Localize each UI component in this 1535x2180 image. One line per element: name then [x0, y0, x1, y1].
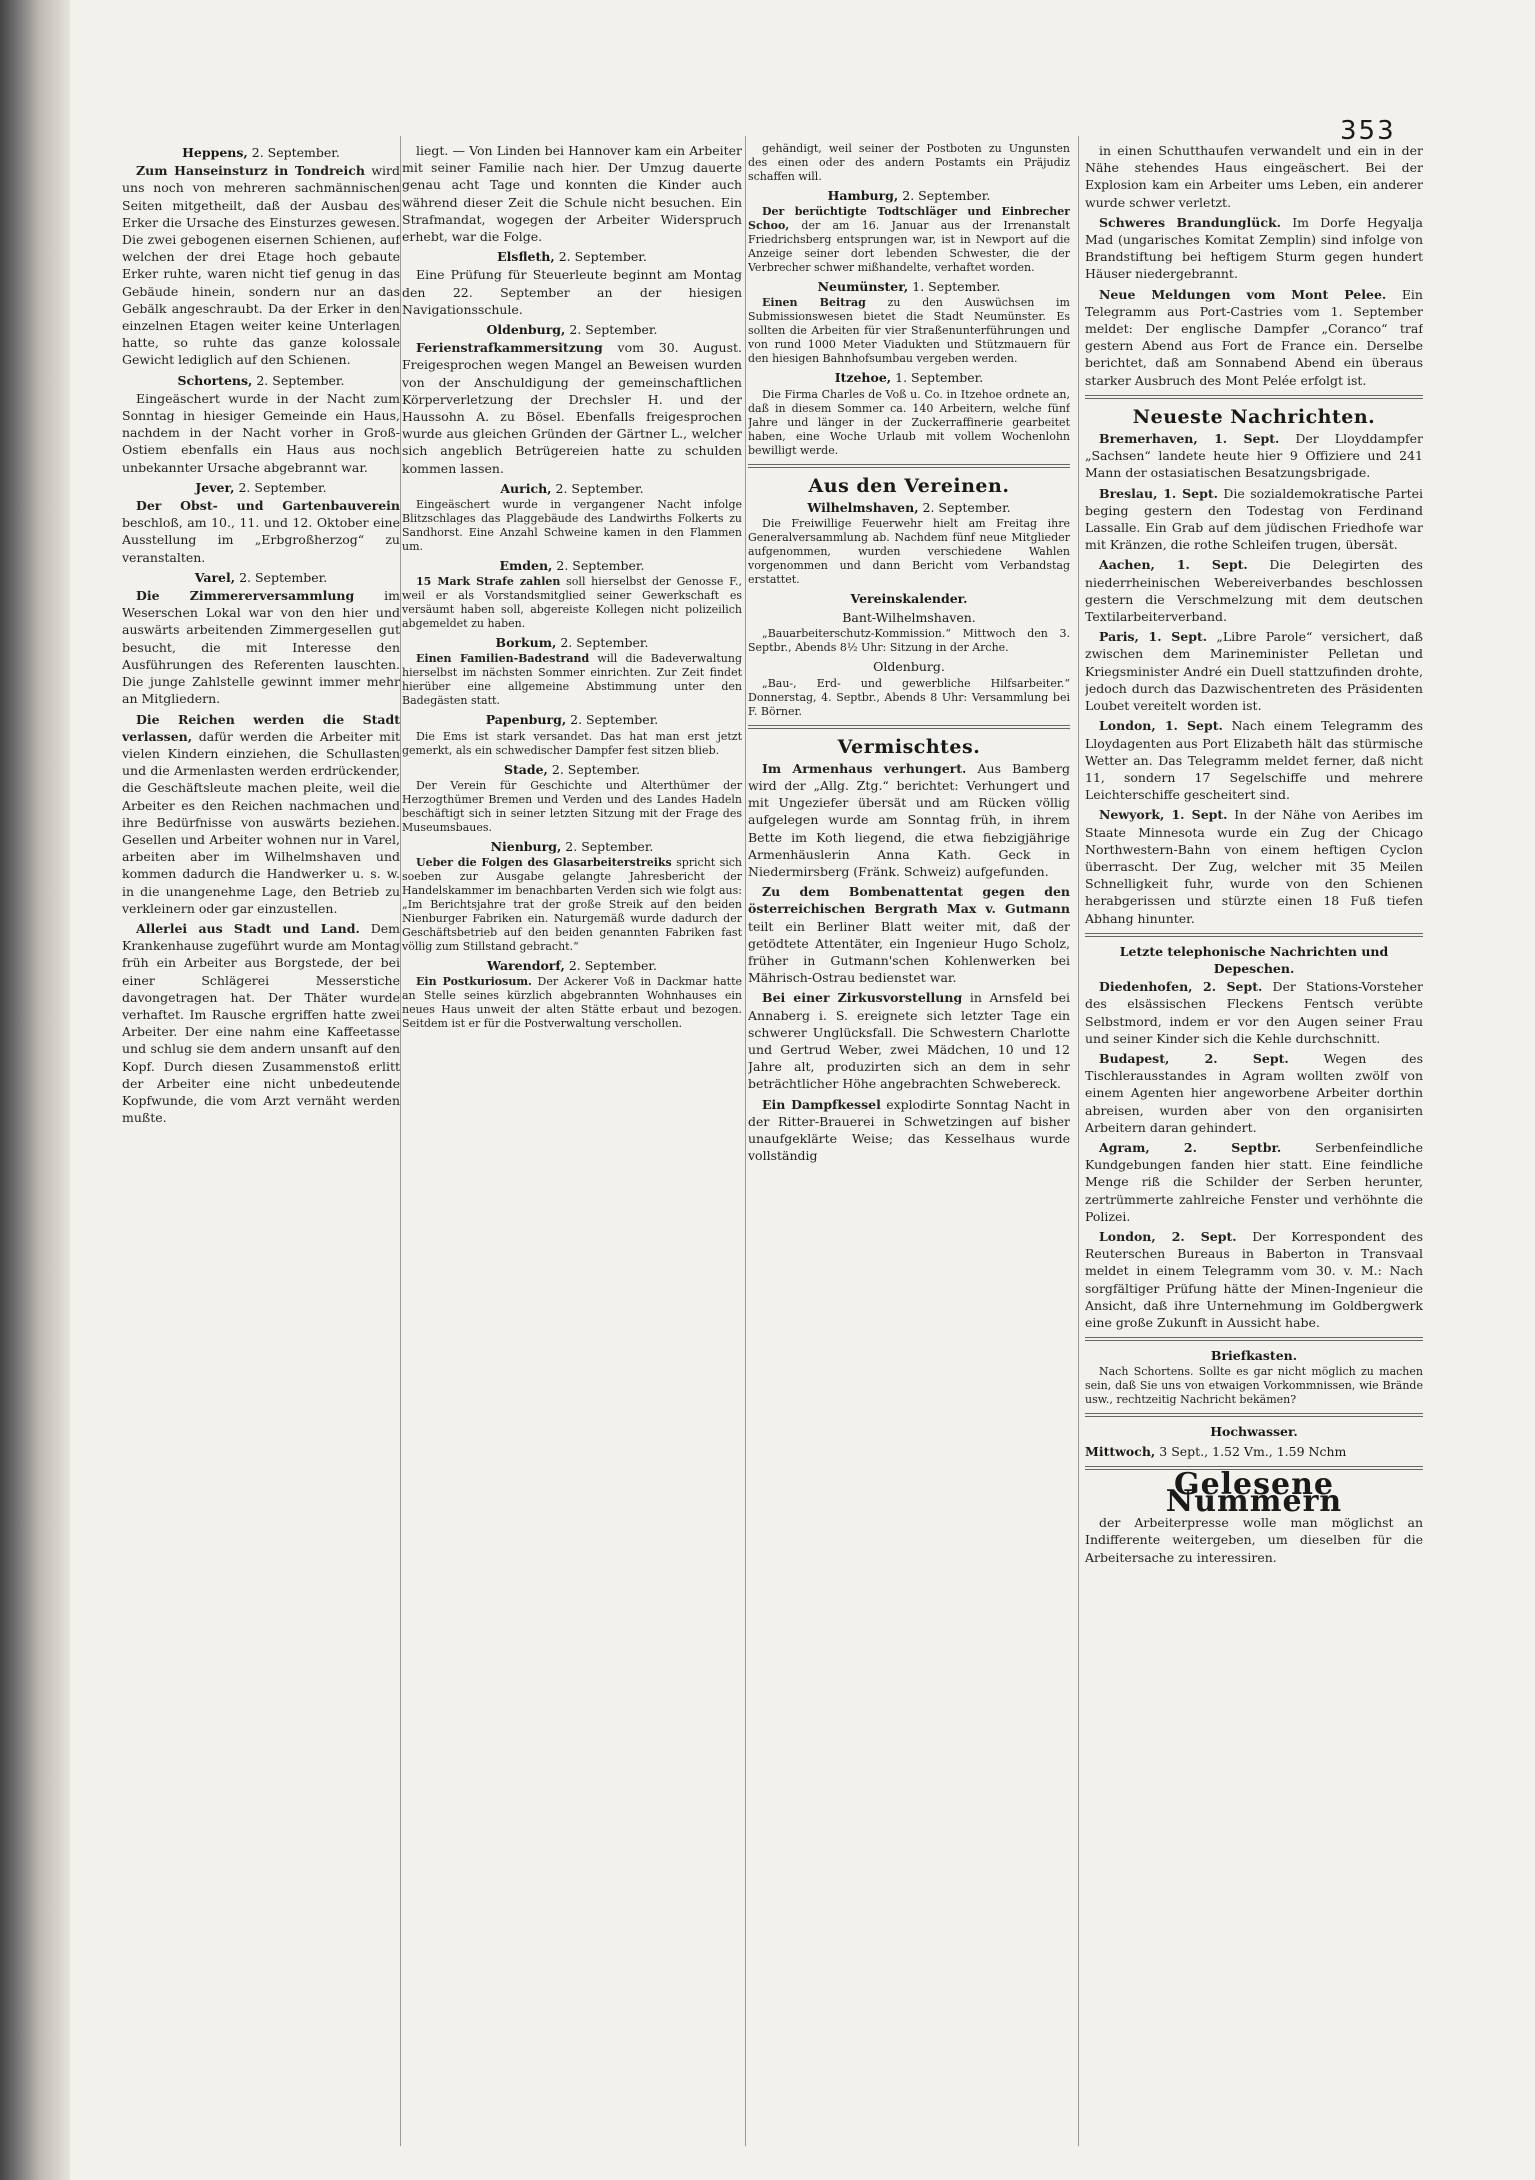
section-divider — [1085, 1337, 1423, 1341]
dateline: Stade, 2. September. — [503, 761, 641, 777]
calendar-entry: „Bauarbeiterschutz-Kommission.“ Mittwoch den 3. Septbr., Abends 8½ Uhr: Sitzung in der Arche. — [748, 627, 1070, 655]
column-2 — [402, 142, 742, 2137]
letterbox-text: Nach Schortens. Sollte es gar nicht möglich zu machen sein, daß Sie uns von etwaigen Vorkommnissen, wie Brände usw., rechtzeitig Nachricht bekämen? — [1085, 1365, 1423, 1407]
column-rule — [1078, 136, 1079, 2146]
article: Eingeäschert wurde in der Nacht zum Sonntag in hiesiger Gemeinde ein Haus, nachdem in der Nacht vorher in Groß-Ostiem ebenfalls ein Haus aus noch unbekannter Ursache abgebrannt war. — [122, 390, 400, 475]
section-divider — [1085, 933, 1423, 937]
article: Breslau, 1. Sept. Die sozialdemokratische Partei beging gestern den Todestag von Ferdinand Lassalle. Ein Grab auf dem jüdischen Friedhofe war mit Kränzen, die rothe Schleifen trugen, übersät. — [1085, 485, 1423, 553]
article: Der Verein für Geschichte und Alterthümer der Herzogthümer Bremen und Verden und des Landes Hadeln beschäftigt sich in seiner letzten Sitzung mit der Frage des Museumsbaues. — [402, 778, 742, 834]
dateline: Jever, 2. September. — [195, 479, 327, 495]
article: gehändigt, weil seiner der Postboten zu Ungunsten des einen oder des andern Postamts ein Präjudiz schaffen will. — [748, 142, 1070, 183]
article: Zum Hanseinsturz in Tondreich wird uns noch von mehreren sachmännischen Seiten mitgetheilt, daß der Ausbau des Erker die Ursache des Einsturzes gewesen. Die zwei gebogenen eisernen Schienen, auf welchen der drei Etage hoch gebaute Erker ruhte, waren nicht tief genug in das Gebäude hinein, sondern nur an das Gebälk angeschraubt. Da der Erker in den einzelnen Etagen weiter keine Unterlagen hatte, so ruhte das ganze kolossale Gewicht lediglich auf den Schienen. — [122, 163, 400, 368]
notice-headline: Gelesene Nummern — [1165, 1466, 1343, 1520]
article: Die Zimmererversammlung im Weserschen Lokal war von den hier und auswärts arbeitenden Zimmergesellen gut besucht, die mit Interesse den Ausführungen des Referenten lauschten. Die junge Zahlstelle gewinnt immer mehr an Mitgliedern. — [122, 588, 400, 707]
article: Paris, 1. Sept. „Libre Parole“ versichert, daß zwischen dem Marineminister Pelletan und Kriegsminister André ein Duell stattzufinden drohte, jedoch durch das Dazwischentreten des Präsidenten Loubet vereitelt worden ist. — [1085, 629, 1423, 714]
article: Ein Postkuriosum. Der Ackerer Voß in Dackmar hatte an Stelle seines kürzlich abgebrannten Wohnhauses ein neues Haus unweit der alten Stätte erbaut und bezogen. Seitdem ist er für die Postverwaltung verschollen. — [402, 975, 742, 1031]
dateline: Varel, 2. September. — [194, 569, 328, 585]
tide-heading: Hochwasser. — [1210, 1424, 1298, 1440]
section-heading: Vermischtes. — [837, 735, 981, 758]
article: Agram, 2. Septbr. Serbenfeindliche Kundgebungen fanden hier statt. Eine feindliche Menge riß die Schilder der Serben herunter, zertrümmerte zahlreiche Fenster und verhöhnte die Polizei. — [1085, 1139, 1423, 1224]
article: Ein Dampfkessel explodirte Sonntag Nacht in der Ritter-Brauerei in Schwetzingen auf bisher unaufgeklärte Weise; das Kesselhaus wurde vollständig — [748, 1096, 1070, 1164]
article: Die Reichen werden die Stadt verlassen, dafür werden die Arbeiter mit vielen Kindern einziehen, die Schullasten und die Armenlasten werden erdrückender, die Geschäftsleute machen pleite, weil die Arbeiter es den Reichen nachmachen und ihre Bedürfnisse von auswärts beziehen. Gesellen und Arbeiter wohnen nur in Varel, arbeiten aber im Wilhelmshaven und kommen dadurch die Handwerker u. s. w. in die unangenehme Lage, den Betrieb zu verkleinern oder gar einzustellen. — [122, 711, 400, 916]
article: Newyork, 1. Sept. In der Nähe von Aeribes im Staate Minnesota wurde ein Zug der Chicago Northwestern-Bahn von einem heftigen Cyclon überrascht. Der Zug, welcher mit 35 Meilen Schnelligkeit fuhr, wurde von den Schienen herabgerissen und stürzte einen 18 Fuß tiefen Abhang hinunter. — [1085, 807, 1423, 926]
section-divider — [748, 725, 1070, 729]
section-divider — [1085, 395, 1423, 399]
article: Eine Prüfung für Steuerleute beginnt am Montag den 22. September an der hiesigen Navigationsschule. — [402, 267, 742, 317]
article: Bei einer Zirkusvorstellung in Arnsfeld bei Annaberg i. S. ereignete sich letzter Tage ein schwerer Unglücksfall. Die Schwestern Charlotte und Gertrud Weber, zwei Mädchen, 10 und 12 Jahre alt, produzirten sich an dem in sehr beträchtlicher Höhe angebrachten Schwebereck. — [748, 990, 1070, 1092]
calendar-subtitle: Oldenburg. — [873, 659, 945, 675]
section-heading: Aus den Vereinen. — [808, 474, 1010, 497]
dateline: Elsfleth, 2. September. — [497, 249, 647, 265]
article: Einen Familien-Badestrand will die Badeverwaltung hierselbst im nächsten Sommer einrichten. Zur Zeit findet hierüber eine allgemeine Abstimmung unter den Badegästen statt. — [402, 652, 742, 708]
column-3 — [748, 142, 1070, 2137]
article: Die Freiwillige Feuerwehr hielt am Freitag ihre Generalversammlung ab. Nachdem fünf neue Mitglieder aufgenommen, wurden verschiedene Wahlen vorgenommen und dann Bericht vom Verbandstag erstattet. — [748, 517, 1070, 587]
dateline: Neumünster, 1. September. — [817, 279, 1001, 295]
article: Ueber die Folgen des Glasarbeiterstreiks spricht sich soeben zur Ausgabe gelangte Jahresbericht der Handelskammer im benachbarten Verden sich wie folgt aus: „Im Berichtsjahre trat der große Streik auf den beiden Nienburger Fabriken ein. Naturgemäß wurde dadurch der Geschäftsbetrieb auf den beiden genannten Fabriken fast völlig zum Stillstand gebracht.“ — [402, 856, 742, 954]
article: Allerlei aus Stadt und Land. Dem Krankenhause zugeführt wurde am Montag früh ein Arbeiter aus Borgstede, der bei einer Schlägerei Messerstiche davongetragen hat. Der Thäter wurde verhaftet. Im Rausche ergriffen hatte zwei Arbeiter. Der eine nahm eine Kaffeetasse und schlug sie dem andern unsanft auf den Kopf. Durch diesen Zusammenstoß erlitt der Arbeiter eine nicht unbedeutende Kopfwunde, die vom Arzt vernäht werden mußte. — [122, 920, 400, 1126]
dateline: Aurich, 2. September. — [500, 480, 644, 496]
section-divider — [748, 464, 1070, 468]
article: Im Armenhaus verhungert. Aus Bamberg wird der „Allg. Ztg.“ berichtet: Verhungert und mit Ungeziefer übersät und am Rücken völlig aufgelegen wurde am Sonntag früh, in ihrem Bette im Koth liegend, die etwa fiebzigjährige Armenhäuslerin Anna Kath. Geck in Niedermirsberg (Fränk. Schweiz) aufgefunden. — [748, 760, 1070, 880]
section-heading: Letzte telephonische Nachrichten und Depeschen. — [1119, 943, 1389, 976]
article: Der berüchtigte Todtschläger und Einbrecher Schoo, der am 16. Januar aus der Irrenanstalt Friedrichsberg entsprungen war, ist in Newport auf die Anzeige seiner dort lebenden Schwester, die der Verbrecher schwer mißhandelte, verhaftet worden. — [748, 205, 1070, 275]
column-rule — [745, 136, 746, 2146]
dateline: Hamburg, 2. September. — [827, 188, 991, 203]
article: Ferienstrafkammersitzung vom 30. August. Freigesprochen wegen Mangel an Beweisen wurden von der Anschuldigung der gemeinschaftlichen Körperverletzung der Drechsler H. und der Haussohn A. zu Bösel. Ebenfalls freigesprochen wurde aus gleichen Gründen der Gärtner L., welcher sich angeblich Betrügereien hatte zu schulden kommen lassen. — [402, 340, 742, 476]
article: Der Obst- und Gartenbauverein beschloß, am 10., 11. und 12. Oktober eine Ausstellung im „Erbgroßherzog“ zu veranstalten. — [122, 498, 400, 565]
article: London, 2. Sept. Der Korrespondent des Reuterschen Bureaus in Baberton in Transvaal meldet in einem Telegramm vom 30. v. M.: Nach sorgfältiger Prüfung hätte der Minen-Ingenieur die Ansicht, daß ihre Unternehmung im Goldbergwerk eine große Zukunft in Aussicht habe. — [1085, 1228, 1423, 1330]
section-heading: Neueste Nachrichten. — [1132, 405, 1376, 428]
dateline: Borkum, 2. September. — [495, 635, 649, 651]
article: 15 Mark Strafe zahlen soll hierselbst der Genosse F., weil er als Vorstandsmitglied seiner Gewerkschaft es versäumt haben soll, abgereiste Kollegen nicht polizeilich abgemeldet zu haben. — [402, 575, 742, 631]
dateline: Nienburg, 2. September. — [490, 838, 654, 854]
article: Zu dem Bombenattentat gegen den österreichischen Bergrath Max v. Gutmann teilt ein Berliner Blatt weiter mit, daß der getödtete Attentäter, ein Ingenieur Hugo Scholz, früher in Gutmann'schen Kohlenwerken bei Mährisch-Ostrau bedienstet war. — [748, 884, 1070, 986]
dateline: Wilhelmshaven, 2. September. — [807, 499, 1011, 515]
article: Einen Beitrag zu den Auswüchsen im Submissionswesen bietet die Stadt Neumünster. Es sollten die Arbeiten für vier Straßenunterführungen und von rund 1000 Meter Viadukten und Stützmauern für den hiesigen Bahnhofsumbau vergeben werden. — [748, 296, 1070, 366]
calendar-title: Vereinskalender. — [850, 591, 968, 607]
article: Die Firma Charles de Voß u. Co. in Itzehoe ordnete an, daß in diesem Sommer ca. 140 Arbeitern, welche fünf Jahre und länger in der Zuckerraffinerie gearbeitet haben, eine Woche Urlaub mit vollem Wochenlohn bewilligt werde. — [748, 387, 1070, 457]
dateline: Oldenburg, 2. September. — [486, 322, 658, 338]
calendar-entry: „Bau-, Erd- und gewerbliche Hilfsarbeiter.“ Donnerstag, 4. Septbr., Abends 8 Uhr: Versammlung bei F. Börner. — [748, 676, 1070, 718]
page-number: 353 — [1340, 116, 1396, 146]
section-divider — [1085, 1413, 1423, 1417]
article: Eingeäschert wurde in vergangener Nacht infolge Blitzschlages das Plaggebäude des Landwirths Folkerts zu Sandhorst. Eine Anzahl Schweine kamen in den Flammen um. — [402, 498, 742, 554]
dateline: Itzehoe, 1. September. — [834, 370, 984, 386]
dateline: Schortens, 2. September. — [177, 372, 345, 388]
article: London, 1. Sept. Nach einem Telegramm des Lloydagenten aus Port Elizabeth hält das stürmische Wetter an. Das Telegramm meldet ferner, daß nicht 11, sondern 17 Segelschiffe und mehrere Leichterschiffe gescheitert sind. — [1085, 718, 1423, 803]
letterbox-heading: Briefkasten. — [1210, 1348, 1298, 1364]
dateline: Emden, 2. September. — [499, 558, 645, 574]
book-binding-edge — [0, 0, 70, 2180]
article: Neue Meldungen vom Mont Pelee. Ein Telegramm aus Port-Castries vom 1. September meldet: Der englische Dampfer „Coranco“ traf gestern Abend aus Fort de France ein. Derselbe berichtet, daß am Sonnabend Abend ein überaus starker Ausbruch des Mont Pelée erfolgt ist. — [1085, 286, 1423, 388]
article: Die Ems ist stark versandet. Das hat man erst jetzt gemerkt, als ein schwedischer Dampfer fest sitzen blieb. — [402, 729, 742, 757]
calendar-subtitle: Bant-Wilhelmshaven. — [842, 610, 976, 626]
column-4 — [1085, 142, 1423, 2137]
article: Aachen, 1. Sept. Die Delegirten des niederrheinischen Webereiverbandes beschlossen gestern die Verschmelzung mit dem deutschen Textilarbeiterverband. — [1085, 557, 1423, 625]
article: Bremerhaven, 1. Sept. Der Lloyddampfer „Sachsen“ landete heute hier 9 Offiziere und 241 Mann der ostasiatischen Besatzungsbrigade. — [1085, 431, 1423, 481]
article: Diedenhofen, 2. Sept. Der Stations-Vorsteher des elsässischen Fleckens Fentsch verübte Selbstmord, indem er vor den Augen seiner Frau und seiner Kinder sich die Kehle durchschnitt. — [1085, 979, 1423, 1046]
column-rule — [400, 136, 401, 2146]
article: liegt. — Von Linden bei Hannover kam ein Arbeiter mit seiner Familie nach hier. Der Umzug dauerte genau acht Tage und konnten die Kinder auch während dieser Zeit die Schule nicht besuchen. Ein Strafmandat, wogegen der Arbeiter Widerspruch erhebt, war die Folge. — [402, 143, 742, 245]
notice-text: der Arbeiterpresse wolle man möglichst an Indifferente weitergeben, um dieselben für die Arbeitersache zu interessiren. — [1085, 1515, 1423, 1565]
dateline: Warendorf, 2. September. — [487, 958, 657, 974]
dateline: Papenburg, 2. September. — [485, 712, 659, 728]
article: Budapest, 2. Sept. Wegen des Tischlerausstandes in Agram wollten zwölf von einem Agenten hier angeworbene Arbeiter dorthin abreisen, wurden aber von den organisirten Arbeitern daran gehindert. — [1085, 1050, 1423, 1135]
column-1 — [122, 142, 400, 2137]
tide-times: Mittwoch, 3 Sept., 1.52 Vm., 1.59 Nchm — [1085, 1443, 1347, 1459]
article: Schweres Brandunglück. Im Dorfe Hegyalja Mad (ungarisches Komitat Zemplin) sind infolge von Brandstiftung bei heftigem Sturm gegen hundert Häuser niedergebrannt. — [1085, 214, 1423, 282]
article: in einen Schutthaufen verwandelt und ein in der Nähe stehendes Haus eingeäschert. Bei der Explosion kam ein Arbeiter ums Leben, ein anderer wurde schwer verletzt. — [1085, 143, 1423, 210]
dateline: Heppens, 2. September. — [182, 145, 340, 160]
